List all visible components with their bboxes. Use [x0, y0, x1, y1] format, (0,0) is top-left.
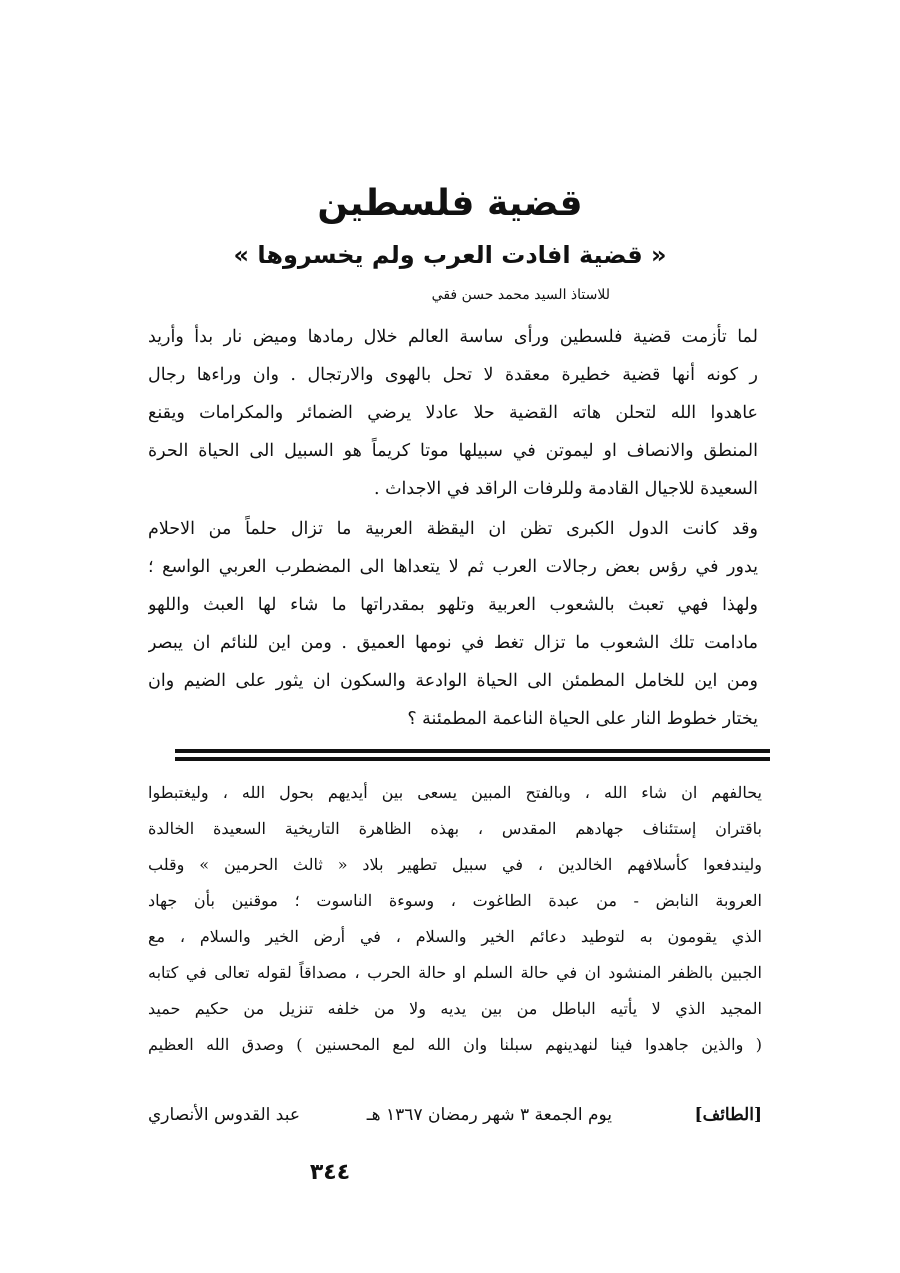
paragraph-3-line: العروبة النابض - من عبدة الطاغوت ، وسوءة الناسوت ؛ موقنين بأن جهاد [148, 891, 762, 910]
paragraph-2-line: وقد كانت الدول الكبرى تظن ان اليقظة العربية ما تزال حلماً من الاحلام [148, 519, 758, 539]
article-subtitle: « قضية افادت العرب ولم يخسروها » [233, 241, 667, 269]
paragraph-3-line: ( والذين جاهدوا فينا لنهدينهم سبلنا وان الله لمع المحسنين ) وصدق الله العظيم [148, 1035, 762, 1054]
paragraph-3-line: الجبين بالظفر المنشود ان في حالة السلم او حالة الحرب ، مصداقاً لقوله تعالى في كتابه [148, 963, 762, 982]
paragraph-2 [148, 510, 758, 738]
paragraph-3-line: يحالفهم ان شاء الله ، وبالفتح المبين يسعى بين أيديهم بحول الله ، وليغتبطوا [148, 783, 762, 802]
article-title: قضية فلسطين [317, 183, 583, 224]
paragraph-2-line: ولهذا فهي تعبث بالشعوب العربية وتلهو بمقدراتها ما شاء لها العبث واللهو [148, 595, 758, 615]
paragraph-2-line: يدور في رؤس بعض رجالات العرب ثم لا يتعداها الى المضطرب العربي الواسع ؛ [148, 557, 758, 577]
paragraph-1-line: المنطق والانصاف او ليموتن في سبيلها موتا كريماً هو السبيل الى الحياة الحرة [148, 441, 758, 461]
page-number: ٣٤٤ [309, 1160, 351, 1185]
paragraph-2-line: يختار خطوط النار على الحياة الناعمة المطمئنة ؟ [407, 709, 758, 729]
article-author: للاستاذ السيد محمد حسن فقي [431, 287, 610, 303]
paragraph-1 [148, 318, 758, 508]
signature-line [148, 1095, 762, 1135]
paragraph-3-line: الذي يقومون به لتوطيد دعائم الخير والسلام ، في أرض الخير والسلام ، مع [148, 927, 762, 946]
section-divider-top [175, 749, 770, 753]
paragraph-1-line: عاهدوا الله لتحلن هاته القضية حلا عادلا يرضي الضمائر والمكرامات ويقنع [148, 403, 758, 423]
paragraph-3-line: وليندفعوا كأسلافهم الخالدين ، في سبيل تطهير بلاد « ثالث الحرمين » وقلب [148, 855, 762, 874]
paragraph-3 [148, 775, 762, 1063]
signature-place: [الطائف] [694, 1105, 762, 1125]
section-divider-bottom [175, 757, 770, 761]
paragraph-2-line: مادامت تلك الشعوب ما تزال تغط في نومها العميق . ومن اين للنائم ان يبصر [148, 633, 758, 653]
paragraph-1-line: ر كونه أنها قضية خطيرة معقدة لا تحل بالهوى والارتجال . وان وراءها رجال [148, 365, 758, 385]
paragraph-1-line: السعيدة للاجيال القادمة وللرفات الراقد في الاجداث . [373, 479, 758, 499]
signature-name: عبد القدوس الأنصاري [148, 1105, 300, 1125]
paragraph-1-line: لما تأزمت قضية فلسطين ورأى ساسة العالم خلال رمادها وميض نار بدأ وأريد [148, 327, 758, 347]
signature-date: يوم الجمعة ٣ شهر رمضان ١٣٦٧ هـ [366, 1105, 612, 1125]
paragraph-3-line: المجيد الذي لا يأتيه الباطل من بين يديه ولا من خلفه تنزيل من حكيم حميد [148, 999, 762, 1018]
paragraph-2-line: ومن اين للخامل المطمئن الى الحياة الوادعة والسكون ان يثور على الضيم وان [148, 671, 758, 691]
paragraph-3-line: باقتران إستئناف جهادهم المقدس ، بهذه الظاهرة التاريخية السعيدة الخالدة [148, 819, 762, 838]
